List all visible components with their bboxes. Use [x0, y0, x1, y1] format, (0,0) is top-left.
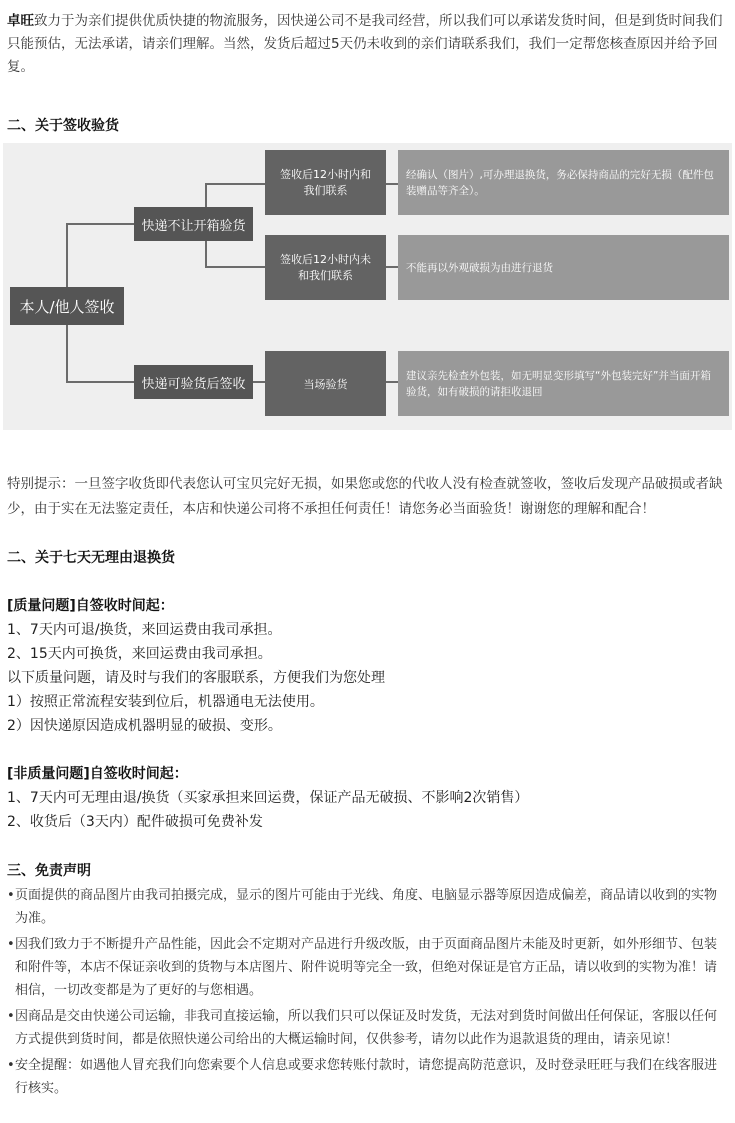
- quality-line: 以下质量问题，请及时与我们的客服联系，方便我们为您处理: [7, 670, 385, 686]
- special-notice: 特别提示：一旦签字收货即代表您认可宝贝完好无损，如果您或您的代收人没有检查就签收，签收后发现产品破损或者缺少，由于实在无法鉴定责任，本店和快递公司将不承担任何责任！请您务必当面验货！谢谢您的理解和配合！: [7, 476, 723, 517]
- list-item: • 安全提醒：如遇他人冒充我们向您索要个人信息或要求您转账付款时，请您提高防范意识，及时登录旺旺与我们在线客服进行核实。: [7, 1054, 729, 1100]
- disclaimer-list: [7, 884, 729, 1103]
- section-title-inspection: 二、关于签收验货: [7, 118, 119, 134]
- connector-line: [205, 183, 265, 185]
- inspection-flow-diagram: [3, 143, 732, 430]
- condition-no-contact-12h: 签收后12小时内未和我们联系: [265, 235, 386, 300]
- intro-text: 致力于为亲们提供优质快捷的物流服务，因快递公司不是我司经营，所以我们可以承诺发货时间，但是到货时间我们只能预估，无法承诺，请亲们理解。当然，发货后超过5天仍未收到的亲们请联系我们，我们一定帮您核查原因并给予回复。: [7, 13, 723, 75]
- branch-no-inspection: 快递不让开箱验货: [134, 207, 253, 241]
- connector-line: [66, 381, 134, 383]
- non-quality-issue-title: [非质量问题]自签收时间起：: [7, 766, 188, 782]
- section-title-disclaimer: 三、免责声明: [7, 863, 91, 879]
- intro-paragraph: [7, 10, 729, 79]
- list-item: • 因我们致力于不断提升产品性能，因此会不定期对产品进行升级改版，由于页面商品图片未能及时更新，如外形细节、包装和附件等，本店不保证亲收到的货物与本店图片、附件说明等完全一致，但绝对保证是官方正品，请以收到的实物为准！请相信，一切改变都是为了更好的与您相遇。: [7, 933, 729, 1002]
- brand-name: 卓旺: [7, 13, 34, 29]
- non-quality-line: 2、收货后（3天内）配件破损可免费补发: [7, 814, 263, 830]
- quality-issue-title: [质量问题]自签收时间起：: [7, 598, 174, 614]
- bullet-icon: •: [7, 888, 15, 903]
- connector-line: [386, 381, 398, 383]
- quality-line: 1）按照正常流程安装到位后，机器通电无法使用。: [7, 694, 324, 710]
- list-item: • 因商品是交由快递公司运输，非我司直接运输，所以我们只可以保证及时发货，无法对到货时间做出任何保证，客服以任何方式提供到货时间，都是依照快递公司给出的大概运输时间，仅供参考，请勿以此作为退款退货的理由，请亲见谅！: [7, 1005, 729, 1051]
- list-item: • 页面提供的商品图片由我司拍摄完成，显示的图片可能由于光线、角度、电脑显示器等原因造成偏差，商品请以收到的实物为准。: [7, 884, 729, 930]
- root-node: 本人/他人签收: [10, 287, 124, 325]
- result-return-denied: 不能再以外观破损为由进行退货: [398, 235, 729, 300]
- non-quality-issue-block: [7, 762, 729, 834]
- result-inspection-advice: 建议亲先检查外包装，如无明显变形填写“外包装完好”并当面开箱验货，如有破损的请拒收退回: [398, 351, 729, 416]
- bullet-icon: •: [7, 1009, 15, 1024]
- connector-line: [66, 223, 134, 225]
- branch-inspection: 快递可验货后签收: [134, 365, 253, 399]
- condition-contact-within-12h: 签收后12小时内和我们联系: [265, 150, 386, 215]
- connector-line: [386, 183, 398, 185]
- connector-line: [386, 266, 398, 268]
- connector-line: [205, 266, 265, 268]
- bullet-icon: •: [7, 1058, 15, 1073]
- quality-line: 2）因快递原因造成机器明显的破损、变形。: [7, 718, 282, 734]
- section-title-returns: 二、关于七天无理由退换货: [7, 550, 175, 566]
- quality-line: 1、7天内可退/换货，来回运费由我司承担。: [7, 622, 282, 638]
- bullet-icon: •: [7, 937, 15, 952]
- condition-inspect-on-spot: 当场验货: [265, 351, 386, 416]
- result-return-allowed: 经确认（图片）,可办理退换货，务必保持商品的完好无损（配件包装赠品等齐全）。: [398, 150, 729, 215]
- connector-line: [253, 381, 265, 383]
- non-quality-line: 1、7天内可无理由退/换货（买家承担来回运费，保证产品无破损、不影响2次销售）: [7, 790, 529, 806]
- quality-line: 2、15天内可换货，来回运费由我司承担。: [7, 646, 272, 662]
- quality-issue-block: [7, 594, 729, 738]
